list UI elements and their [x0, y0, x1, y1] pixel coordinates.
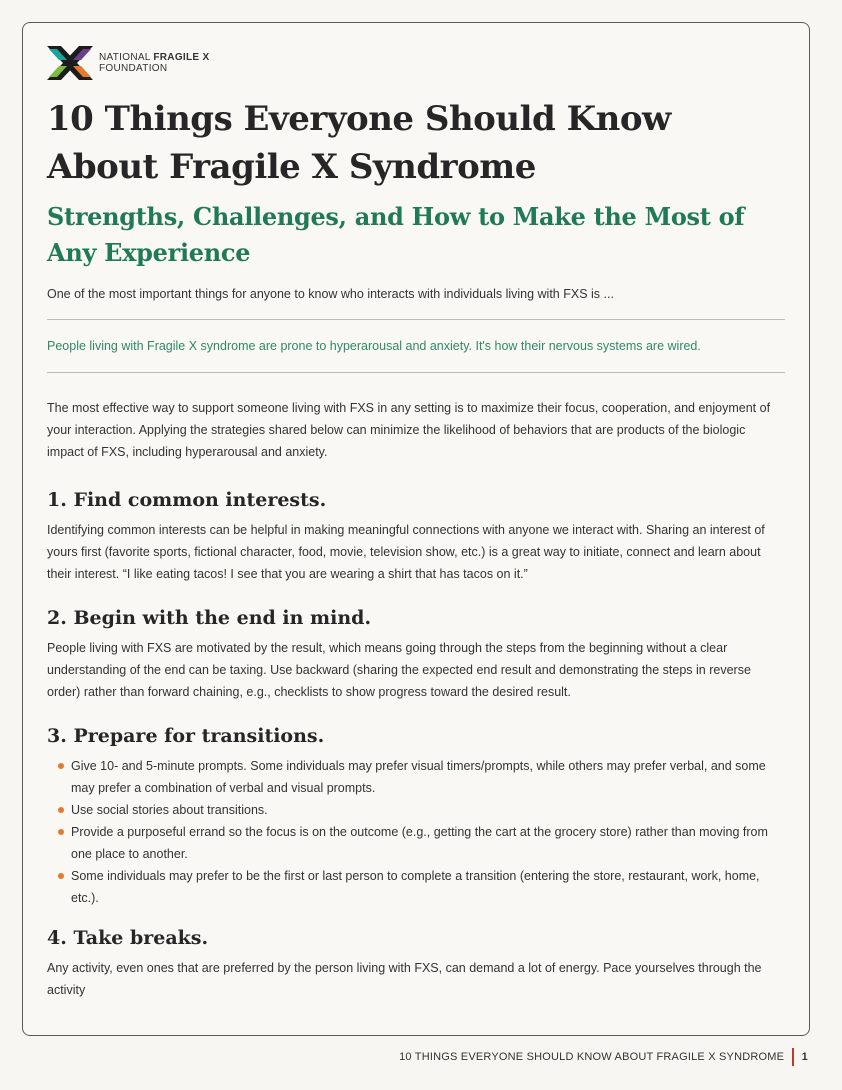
list-item-text: Some individuals may prefer to be the first or last person to complete a transition (entering the store, restaurant, work, home, etc.).: [71, 869, 760, 905]
bullet-dot-icon: [58, 807, 64, 813]
section-4-body: Any activity, even ones that are preferred by the person living with FXS, can demand a lot of energy. Pace yourselves through the activity: [47, 961, 762, 997]
fragile-x-logo-icon: [47, 46, 93, 80]
bullet-dot-icon: [58, 829, 64, 835]
list-item: [47, 821, 785, 865]
page-frame: [22, 22, 810, 1036]
section-1-body: Identifying common interests can be helpful in making meaningful connections with anyone we interact with. Sharing an interest of yours first (favorite sports, fictional character, food, movie, television show, etc.) is a great way to initiate, connect and learn about their interest. “I like eating tacos! I see that you are wearing a shirt that has tacos on it.”: [47, 523, 765, 581]
list-item: [47, 865, 785, 909]
list-item-text: Give 10- and 5-minute prompts. Some individuals may prefer visual timers/prompts, while others may prefer verbal, and some may prefer a combination of verbal and visual prompts.: [71, 759, 766, 795]
foundation-logo[interactable]: [47, 45, 785, 81]
section-2-heading: 2. Begin with the end in mind.: [47, 607, 372, 629]
lead-paragraph: The most effective way to support someone living with FXS in any setting is to maximize their focus, cooperation, and enjoyment of your interaction. Applying the strategies shared below can minimize the likelihood of behaviors that are products of the biologic impact of FXS, including hyperarousal and anxiety.: [47, 401, 771, 459]
section-4-heading: 4. Take breaks.: [47, 927, 209, 949]
footer-running-title: 10 THINGS EVERYONE SHOULD KNOW ABOUT FRAGILE X SYNDROME: [399, 1051, 785, 1063]
page-title: 10 Things Everyone Should Know About Fragile X Syndrome: [47, 99, 671, 187]
logo-line2: FOUNDATION: [99, 63, 168, 74]
logo-line1-regular: NATIONAL: [99, 52, 154, 63]
section-2-body: People living with FXS are motivated by the result, which means going through the steps from the beginning without a clear understanding of the end can be taxing. Use backward (sharing the expected end result and demonstrating the steps in reverse order) rather than forward chaining, e.g., checklists to show progress toward the desired result.: [47, 641, 751, 699]
section-3-heading: 3. Prepare for transitions.: [47, 725, 325, 747]
intro-text: One of the most important things for anyone to know who interacts with individuals living with FXS is ...: [47, 287, 614, 301]
bullet-dot-icon: [58, 873, 64, 879]
logo-wordmark: [99, 52, 209, 74]
page-footer: [399, 1048, 808, 1066]
page-subtitle: Strengths, Challenges, and How to Make the Most of Any Experience: [47, 202, 745, 267]
callout-text: People living with Fragile X syndrome are prone to hyperarousal and anxiety. It's how their nervous systems are wired.: [47, 339, 701, 353]
page-content: [47, 45, 785, 1001]
divider-bottom: [47, 372, 785, 373]
footer-divider: [792, 1048, 794, 1066]
section-1-heading: 1. Find common interests.: [47, 489, 327, 511]
list-item-text: Provide a purposeful errand so the focus is on the outcome (e.g., getting the cart at the grocery store) rather than moving from one place to another.: [71, 825, 768, 861]
bullet-dot-icon: [58, 763, 64, 769]
list-item: [47, 799, 785, 821]
section-3-list: [47, 755, 785, 909]
logo-line1-bold: FRAGILE X: [153, 52, 210, 63]
list-item-text: Use social stories about transitions.: [71, 803, 268, 817]
page-number: 1: [801, 1051, 808, 1063]
list-item: [47, 755, 785, 799]
